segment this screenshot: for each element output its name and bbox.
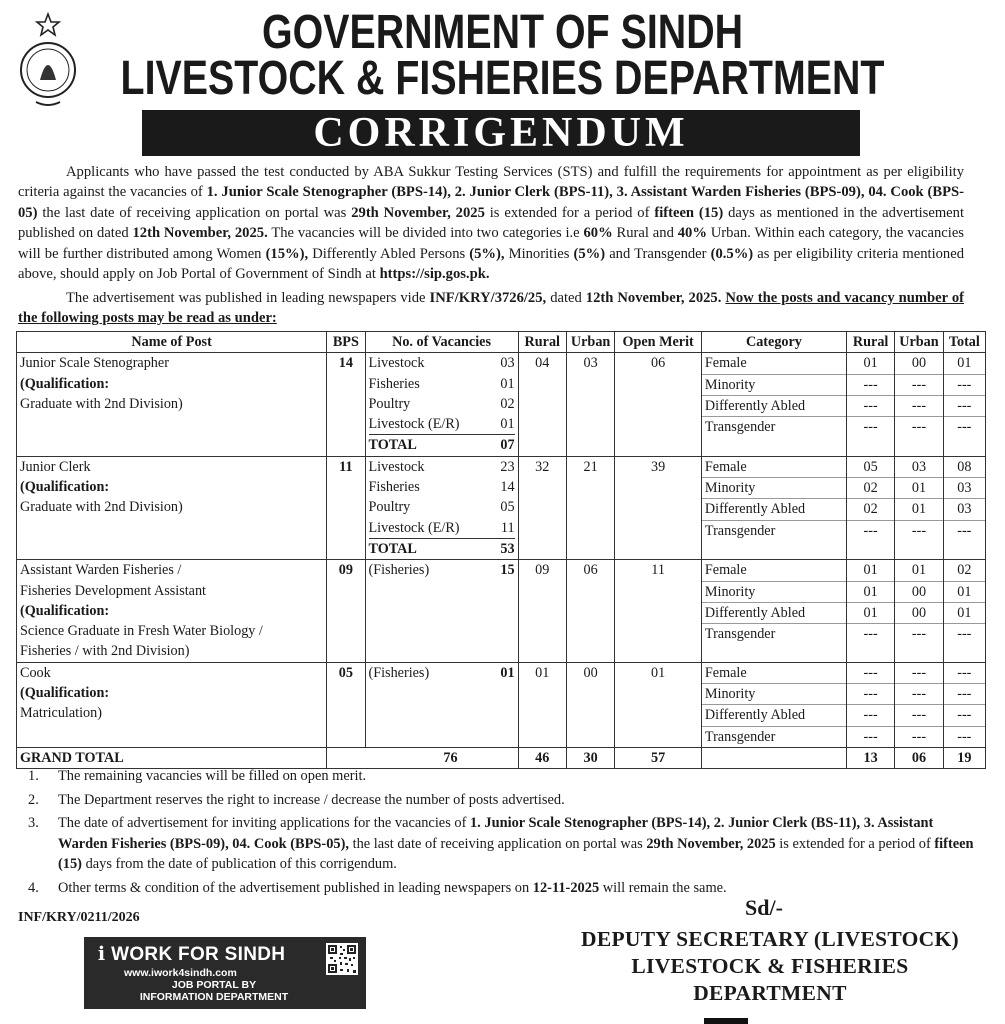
category-rural-cell: 05 02 02 --- [846, 456, 894, 559]
page-edge-mark [704, 1018, 748, 1024]
rural-cell: 01 [518, 662, 566, 747]
grand-total-vacancies: 76 [327, 747, 518, 768]
vacancies-cell: (Fisheries) 01 [365, 662, 518, 747]
vacancies-cell: Livestock 23 Fisheries 14 Poultry 05 Livestock (E/R) 11 TOTAL 53 [365, 456, 518, 559]
open-merit-cell: 06 [615, 353, 702, 456]
vacancies-cell: Livestock 03 Fisheries 01 Poultry 02 Livestock (E/R) 01 TOTAL 07 [365, 353, 518, 456]
category-urban-cell: 01 00 00 --- [895, 560, 943, 662]
rural-cell: 04 [518, 353, 566, 456]
post-name-cell: Assistant Warden Fisheries / Fisheries Development Assistant (Qualification: Science Graduate in Fresh Water Biology / Fisheries / with 2nd Division) [17, 560, 327, 662]
open-merit-cell: 01 [615, 662, 702, 747]
rural-cell: 32 [518, 456, 566, 559]
vacancies-cell: (Fisheries) 15 [365, 560, 518, 662]
notes-list [28, 766, 978, 901]
note-item: 4. Other terms & condition of the advertisement published in leading newspapers on 12-11-2025 will remain the same. [28, 879, 727, 896]
header-no-of-vacancies: No. of Vacancies [365, 332, 518, 353]
urban-cell: 03 [566, 353, 614, 456]
category-urban-cell: --- --- --- --- [895, 662, 943, 747]
header-category-total: Total [943, 332, 985, 353]
signatory-department-line2: DEPARTMENT [693, 981, 847, 1005]
header-urban: Urban [566, 332, 614, 353]
post-name-cell: Cook (Qualification: Matriculation) [17, 662, 327, 747]
rural-cell: 09 [518, 560, 566, 662]
open-merit-cell: 11 [615, 560, 702, 662]
bps-cell: 09 [327, 560, 365, 662]
bps-cell: 11 [327, 456, 365, 559]
post-name-cell: Junior Scale Stenographer (Qualification: Graduate with 2nd Division) [17, 353, 327, 456]
bps-cell: 05 [327, 662, 365, 747]
grand-total-open-merit: 57 [615, 747, 702, 768]
grand-total-category-urban: 06 [895, 747, 943, 768]
category-rural-cell: 01 01 01 --- [846, 560, 894, 662]
category-rural-cell: --- --- --- --- [846, 662, 894, 747]
urban-cell: 06 [566, 560, 614, 662]
header-bps: BPS [327, 332, 365, 353]
grand-total-label: GRAND TOTAL [17, 747, 327, 768]
qr-code-icon [326, 943, 358, 975]
grand-total-rural: 46 [518, 747, 566, 768]
iwork-tagline-line1: JOB PORTAL BY [171, 979, 257, 991]
grand-total-urban: 30 [566, 747, 614, 768]
header-category-rural: Rural [846, 332, 894, 353]
signatory-block [540, 926, 1000, 1007]
table-row [17, 560, 986, 662]
category-total-cell: --- --- --- --- [943, 662, 985, 747]
department-title-line2: LIVESTOCK & FISHERIES DEPARTMENT [120, 52, 885, 105]
note-item: 3. The date of advertisement for inviting applications for the vacancies of 1. Junior Scale Stenographer (BPS-14), 2. Junior Clerk (BS-11), 3. Assistant Warden Fisheries (BPS-09), 04. Cook (BPS-05), the last date of receiving application on portal was 29th November, 2025 is extended for a period of fifteen (15) days from the date of publication of this corrigendum. [28, 815, 974, 872]
signatory-title: DEPUTY SECRETARY (LIVESTOCK) [581, 927, 959, 951]
corrigendum-banner: CORRIGENDUM [142, 110, 860, 156]
table-row [17, 353, 986, 456]
portal-link[interactable]: https://sip.gos.pk. [379, 266, 490, 283]
category-cell: Female Minority Differently Abled Transgender [701, 353, 846, 456]
table-row [17, 662, 986, 747]
note-item: 2. The Department reserves the right to increase / decrease the number of posts advertised. [28, 791, 565, 808]
advertisement-paragraph: The advertisement was published in leading newspapers vide INF/KRY/3726/25, dated 12th November, 2025. Now the posts and vacancy number of the following posts may be read as under: [18, 290, 964, 327]
reference-number: INF/KRY/0211/2026 [18, 910, 140, 925]
bps-cell: 14 [327, 353, 365, 456]
category-cell: Female Minority Differently Abled Transgender [701, 560, 846, 662]
iwork-for-sindh-banner [84, 937, 366, 1009]
category-urban-cell: 03 01 01 --- [895, 456, 943, 559]
table-header-row [17, 332, 986, 353]
header-name-of-post: Name of Post [17, 332, 327, 353]
iwork-i-icon: ℹ [98, 944, 106, 965]
department-title-line1: GOVERNMENT OF SINDH [261, 6, 744, 59]
grand-total-category-rural: 13 [846, 747, 894, 768]
post-name-cell: Junior Clerk (Qualification: Graduate with 2nd Division) [17, 456, 327, 559]
table-row [17, 456, 986, 559]
vacancy-table [16, 331, 986, 769]
open-merit-cell: 39 [615, 456, 702, 559]
intro-paragraph: Applicants who have passed the test conducted by ABA Sukkur Testing Services (STS) and fulfill the requirements for appointment as per eligibility criteria against the vacancies of 1. Junior Scale Stenographer (BPS-14), 2. Junior Clerk (BPS-11), 3. Assistant Warden Fisheries (BPS-09), 04. Cook (BPS-05) the last date of receiving application on portal was 29th November, 2025 is extended for a period of fifteen (15) days as mentioned in the advertisement published on dated 12th November, 2025. The vacancies will be divided into two categories i.e 60% Rural and 40% Urban. Within each category, the vacancies will be further distributed among Women (15%), Differently Abled Persons (5%), Minorities (5%) and Transgender (0.5%) as per eligibility criteria mentioned above, should apply on Job Portal of Government of Sindh at https://sip.gos.pk. [18, 164, 965, 283]
signatory-department-line1: LIVESTOCK & FISHERIES [631, 954, 909, 978]
signed-mark: Sd/- [745, 895, 783, 920]
category-total-cell: 08 03 03 --- [943, 456, 985, 559]
iwork-brand: ℹ WORK FOR SINDH [98, 944, 286, 965]
note-item: 1. The remaining vacancies will be filled on open merit. [28, 768, 367, 784]
iwork-website[interactable]: www.iwork4sindh.com [124, 967, 237, 979]
grand-total-category-total: 19 [943, 747, 985, 768]
category-cell: Female Minority Differently Abled Transgender [701, 456, 846, 559]
urban-cell: 21 [566, 456, 614, 559]
category-total-cell: 02 01 01 --- [943, 560, 985, 662]
header-open-merit: Open Merit [615, 332, 702, 353]
iwork-tagline-line2: INFORMATION DEPARTMENT [139, 991, 289, 1003]
header-rural: Rural [518, 332, 566, 353]
header-category-urban: Urban [895, 332, 943, 353]
category-urban-cell: 00 --- --- --- [895, 353, 943, 456]
urban-cell: 00 [566, 662, 614, 747]
category-total-cell: 01 --- --- --- [943, 353, 985, 456]
category-cell: Female Minority Differently Abled Transgender [701, 662, 846, 747]
sindh-government-seal-icon [18, 10, 78, 110]
header-category: Category [701, 332, 846, 353]
category-rural-cell: 01 --- --- --- [846, 353, 894, 456]
